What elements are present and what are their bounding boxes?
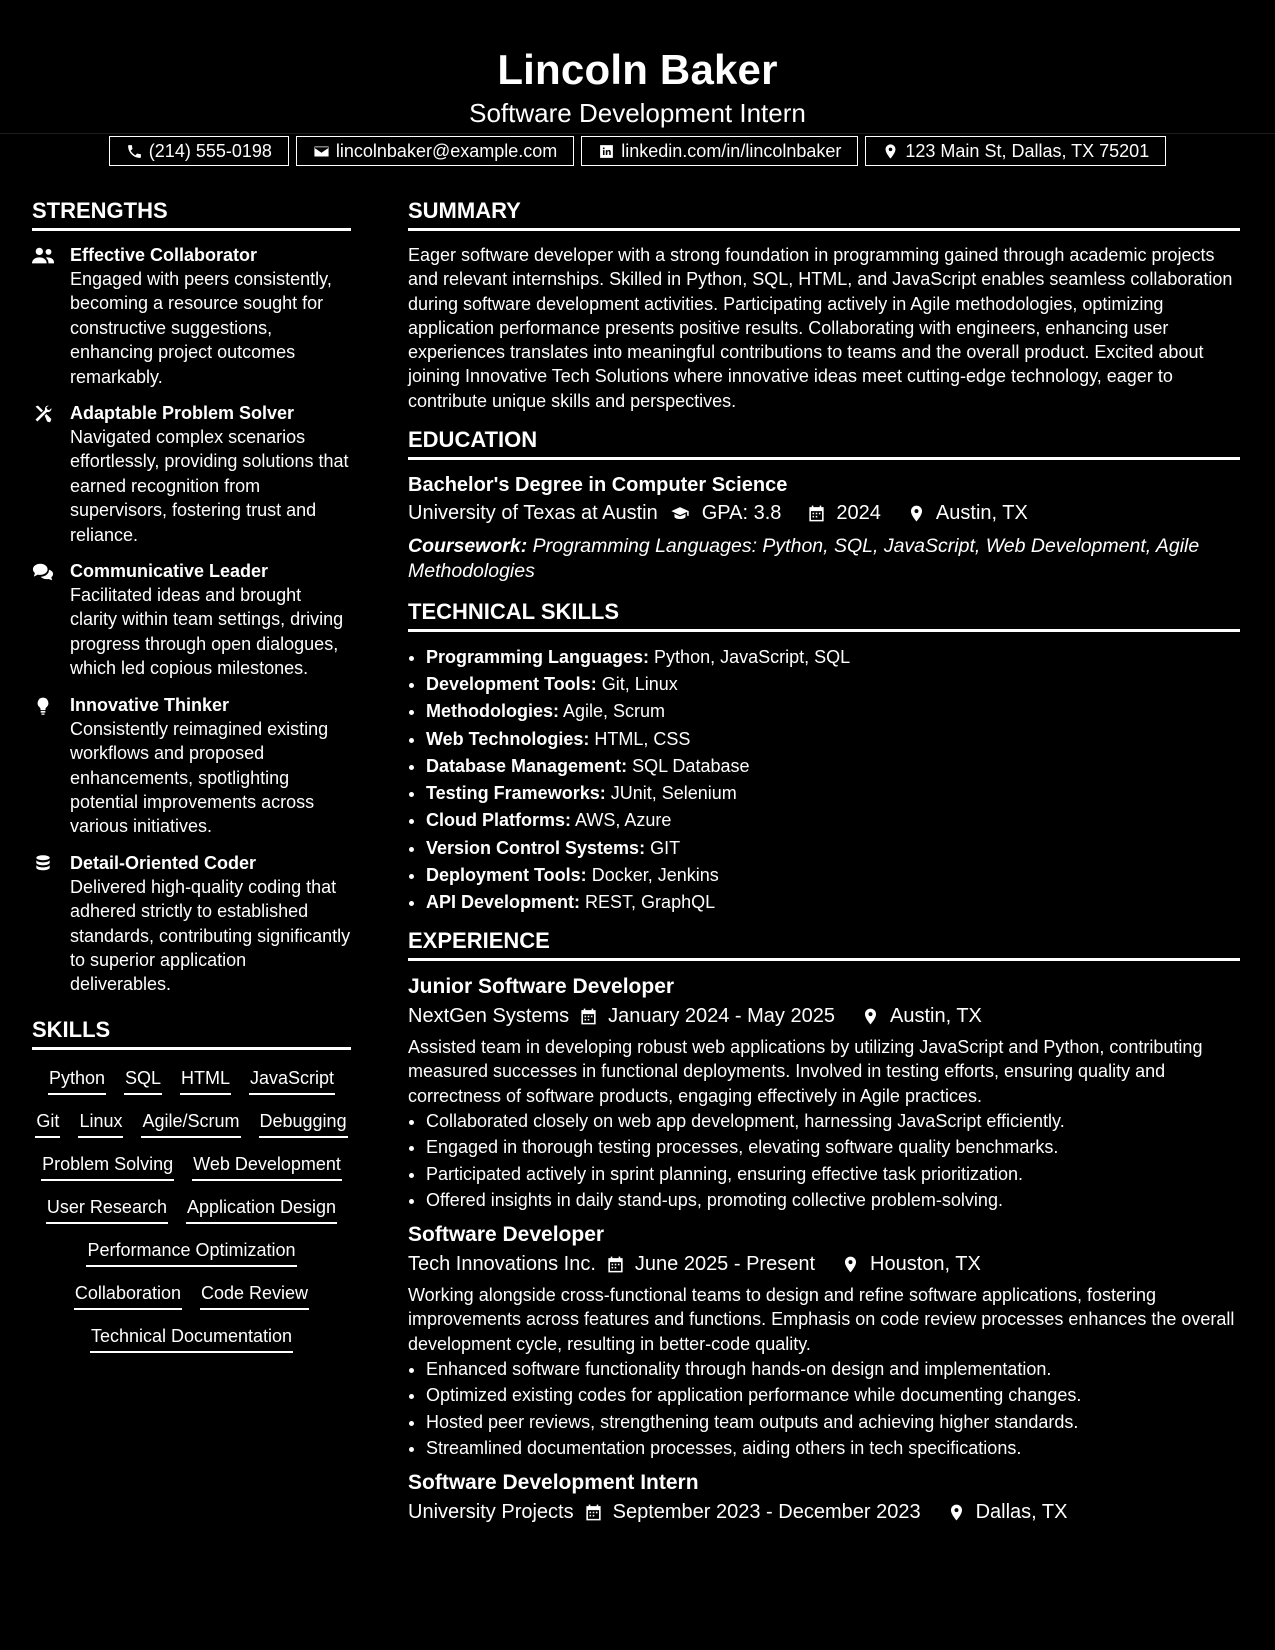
strength-title: Adaptable Problem Solver [70,403,295,424]
contact-address[interactable] [865,136,1166,166]
resume-header [0,0,1275,161]
job-bullet: • Collaborated closely on web app development, harnessing JavaScript efficiently. [426,1108,1240,1134]
experience-entry [408,1221,1240,1461]
education-degree: Bachelor's Degree in Computer Science [408,474,788,497]
database-icon [32,854,54,874]
contact-phone[interactable] [109,136,289,166]
strength-desc: Facilitated ideas and brought clarity within team settings, driving progress through open dialogues, which led copious milestones. [70,585,344,679]
job-description: Working alongside cross-functional teams to design and refine software applications, fostering improvements across features and functions. Emphasis on code review processes enhances the overall development cycle, resulting in better-code quality. [408,1285,1235,1354]
envelope-icon [313,143,330,160]
education-year: 2024 [836,502,881,525]
skill-chip: Performance Optimization [86,1238,296,1267]
experience-entry [408,973,1240,1213]
contact-email-text: lincolnbaker@example.com [335,140,558,161]
left-column [32,196,351,1353]
right-column [408,196,1240,1527]
coursework-text: Programming Languages: Python, SQL, JavaScript, Web Development, Agile Methodologies [408,535,1200,582]
tech-skill-label: API Development: [426,891,581,912]
calendar-icon [584,1503,603,1522]
map-pin-icon [841,1255,860,1274]
tech-skill-label: Programming Languages: [426,647,650,668]
skill-chip: Application Design [186,1195,337,1224]
skill-chip: Web Development [192,1152,342,1181]
map-pin-icon [947,1503,966,1522]
skill-chip: Collaboration [74,1281,182,1310]
tech-skill-value: HTML, CSS [594,728,691,749]
strength-title: Detail-Oriented Coder [70,852,257,873]
tech-skill-value: Docker, Jenkins [591,864,719,885]
tech-skill-value: Agile, Scrum [563,701,666,722]
tech-skill-item [426,698,1240,725]
strength-item [32,693,351,839]
tech-skill-item [426,726,1240,753]
experience-heading: EXPERIENCE [408,926,1240,961]
tech-skill-item [426,780,1240,807]
skill-chip: User Research [46,1195,168,1224]
skills-list [32,1062,351,1353]
tech-skill-item [426,644,1240,671]
job-title: Software Developer [408,1223,605,1247]
comments-icon [32,562,54,582]
skill-chip: JavaScript [249,1066,335,1095]
tech-skill-label: Version Control Systems: [426,837,646,858]
tech-skill-label: Testing Frameworks: [426,783,606,804]
summary-text: Eager software developer with a strong foundation in programming gained through academic projects and relevant internships. Skilled in Python, SQL, HTML, and JavaScript enables seamless collaboration during software development activities. Participating actively in Agile methodologies, optimizing application performance presents positive results. Collaborating with engineers, enhancing user experiences translates into meaningful contributions to teams and the overall product. Excited about joining Innovative Tech Solutions where innovative ideas meet cutting-edge technology, eager to contribute unique skills and perspectives. [408,245,1233,411]
strength-item [32,559,351,681]
job-title: Software Development Intern [408,1471,699,1495]
candidate-title: Software Development Intern [469,98,806,128]
strength-item [32,243,351,389]
contact-phone-text: (214) 555-0198 [148,140,272,161]
job-meta [408,1249,1240,1279]
skill-chip: Git [35,1109,60,1138]
job-location: Dallas, TX [975,1501,1068,1524]
tech-skill-label: Web Technologies: [426,728,590,749]
skill-chip: Python [48,1066,106,1095]
job-dates: January 2024 - May 2025 [608,1005,835,1028]
strength-desc: Consistently reimagined existing workflows and proposed enhancements, spotlighting potential improvements across various initiatives. [70,718,329,837]
skill-chip: Technical Documentation [90,1324,293,1353]
strength-desc: Navigated complex scenarios effortlessly, providing solutions that earned recognition from supervisors, fostering trust and reliance. [70,427,349,545]
calendar-icon [606,1255,625,1274]
phone-icon [126,143,143,160]
map-pin-icon [882,143,899,160]
tech-skill-label: Database Management: [426,755,628,776]
tech-skill-value: GIT [650,837,681,858]
job-description: Assisted team in developing robust web applications by utilizing JavaScript and Python, contributing measured successes in functional deployments. Involved in testing efforts, ensuring quality and correctness of software products, engaging effectively in Agile practices. [408,1037,1203,1106]
tech-skill-item [426,835,1240,862]
tech-skill-label: Methodologies: [426,701,559,722]
job-location: Houston, TX [870,1253,981,1276]
skills-heading: SKILLS [32,1015,351,1050]
tech-skill-value: SQL Database [632,755,750,776]
calendar-icon [579,1007,598,1026]
job-meta [408,1497,1240,1527]
education-gpa: GPA: 3.8 [701,502,782,525]
skill-chip: HTML [180,1066,231,1095]
education-coursework [408,534,1240,583]
tech-skill-label: Deployment Tools: [426,864,587,885]
map-pin-icon [861,1007,880,1026]
strength-desc: Delivered high-quality coding that adhered strictly to established standards, contributing significantly to superior application deliverables. [70,876,351,995]
job-dates: September 2023 - December 2023 [612,1501,921,1524]
job-bullet: • Engaged in thorough testing processes, elevating software quality benchmarks. [426,1134,1240,1160]
contact-bar [0,136,1275,166]
contact-linkedin-text: linkedin.com/in/lincolnbaker [621,140,842,161]
strength-title: Effective Collaborator [70,245,258,265]
experience-entry [408,1469,1240,1527]
skill-chip: Agile/Scrum [141,1109,240,1138]
tech-skill-value: Git, Linux [601,674,678,695]
users-icon [32,246,54,266]
candidate-name: Lincoln Baker [497,46,778,93]
contact-address-text: 123 Main St, Dallas, TX 75201 [905,140,1150,161]
job-title: Junior Software Developer [408,975,675,999]
tech-skill-label: Development Tools: [426,674,597,695]
strengths-heading: STRENGTHS [32,196,351,231]
job-bullet: • Hosted peer reviews, strengthening team outputs and achieving higher standards. [426,1409,1240,1435]
job-location: Austin, TX [889,1005,982,1028]
strength-item [32,851,351,997]
job-bullets [408,1356,1240,1461]
technical-skills-heading: TECHNICAL SKILLS [408,597,1240,632]
tech-skill-item [426,889,1240,916]
tech-skill-label: Cloud Platforms: [426,810,572,831]
tech-skill-item [426,807,1240,834]
coursework-label: Coursework: [408,535,528,558]
linkedin-icon [598,143,615,160]
education-location: Austin, TX [935,502,1028,525]
tech-skill-item [426,753,1240,780]
skill-chip: Code Review [200,1281,309,1310]
job-bullet: • Offered insights in daily stand-ups, promoting collective problem-solving. [426,1187,1240,1213]
education-school: University of Texas at Austin [408,502,658,525]
skill-chip: Debugging [259,1109,348,1138]
tech-skill-value: AWS, Azure [575,810,672,831]
job-meta [408,1001,1240,1031]
technical-skills-list [408,644,1240,916]
job-bullets [408,1108,1240,1213]
contact-linkedin[interactable] [581,136,858,166]
summary-heading: SUMMARY [408,196,1240,231]
strength-title: Innovative Thinker [70,694,230,715]
job-bullet: • Streamlined documentation processes, aiding others in tech specifications. [426,1435,1240,1461]
lightbulb-icon [32,696,54,716]
map-pin-icon [907,504,926,523]
tech-skill-item [426,671,1240,698]
job-dates: June 2025 - Present [634,1253,816,1276]
tech-skill-value: Python, JavaScript, SQL [654,647,851,668]
contact-email[interactable] [296,136,574,166]
tools-icon [32,404,54,424]
education-heading: EDUCATION [408,425,1240,460]
graduation-cap-icon [668,504,692,523]
strength-item [32,401,351,547]
job-bullet: • Enhanced software functionality through hands-on design and implementation. [426,1356,1240,1382]
calendar-icon [807,504,826,523]
skill-chip: Linux [78,1109,123,1138]
education-meta [408,498,1240,528]
job-company: NextGen Systems [408,1005,570,1028]
job-bullet: • Participated actively in sprint planning, ensuring effective task prioritization. [426,1161,1240,1187]
strength-desc: Engaged with peers consistently, becoming a resource sought for constructive suggestions, enhancing project outcomes remarkably. [70,269,332,387]
job-company: University Projects [408,1501,574,1524]
tech-skill-value: JUnit, Selenium [610,783,737,804]
strength-title: Communicative Leader [70,561,269,582]
tech-skill-value: REST, GraphQL [585,891,716,912]
skill-chip: SQL [124,1066,162,1095]
job-bullet: • Optimized existing codes for application performance while documenting changes. [426,1382,1240,1408]
job-company: Tech Innovations Inc. [408,1253,596,1276]
tech-skill-item [426,862,1240,889]
skill-chip: Problem Solving [41,1152,174,1181]
